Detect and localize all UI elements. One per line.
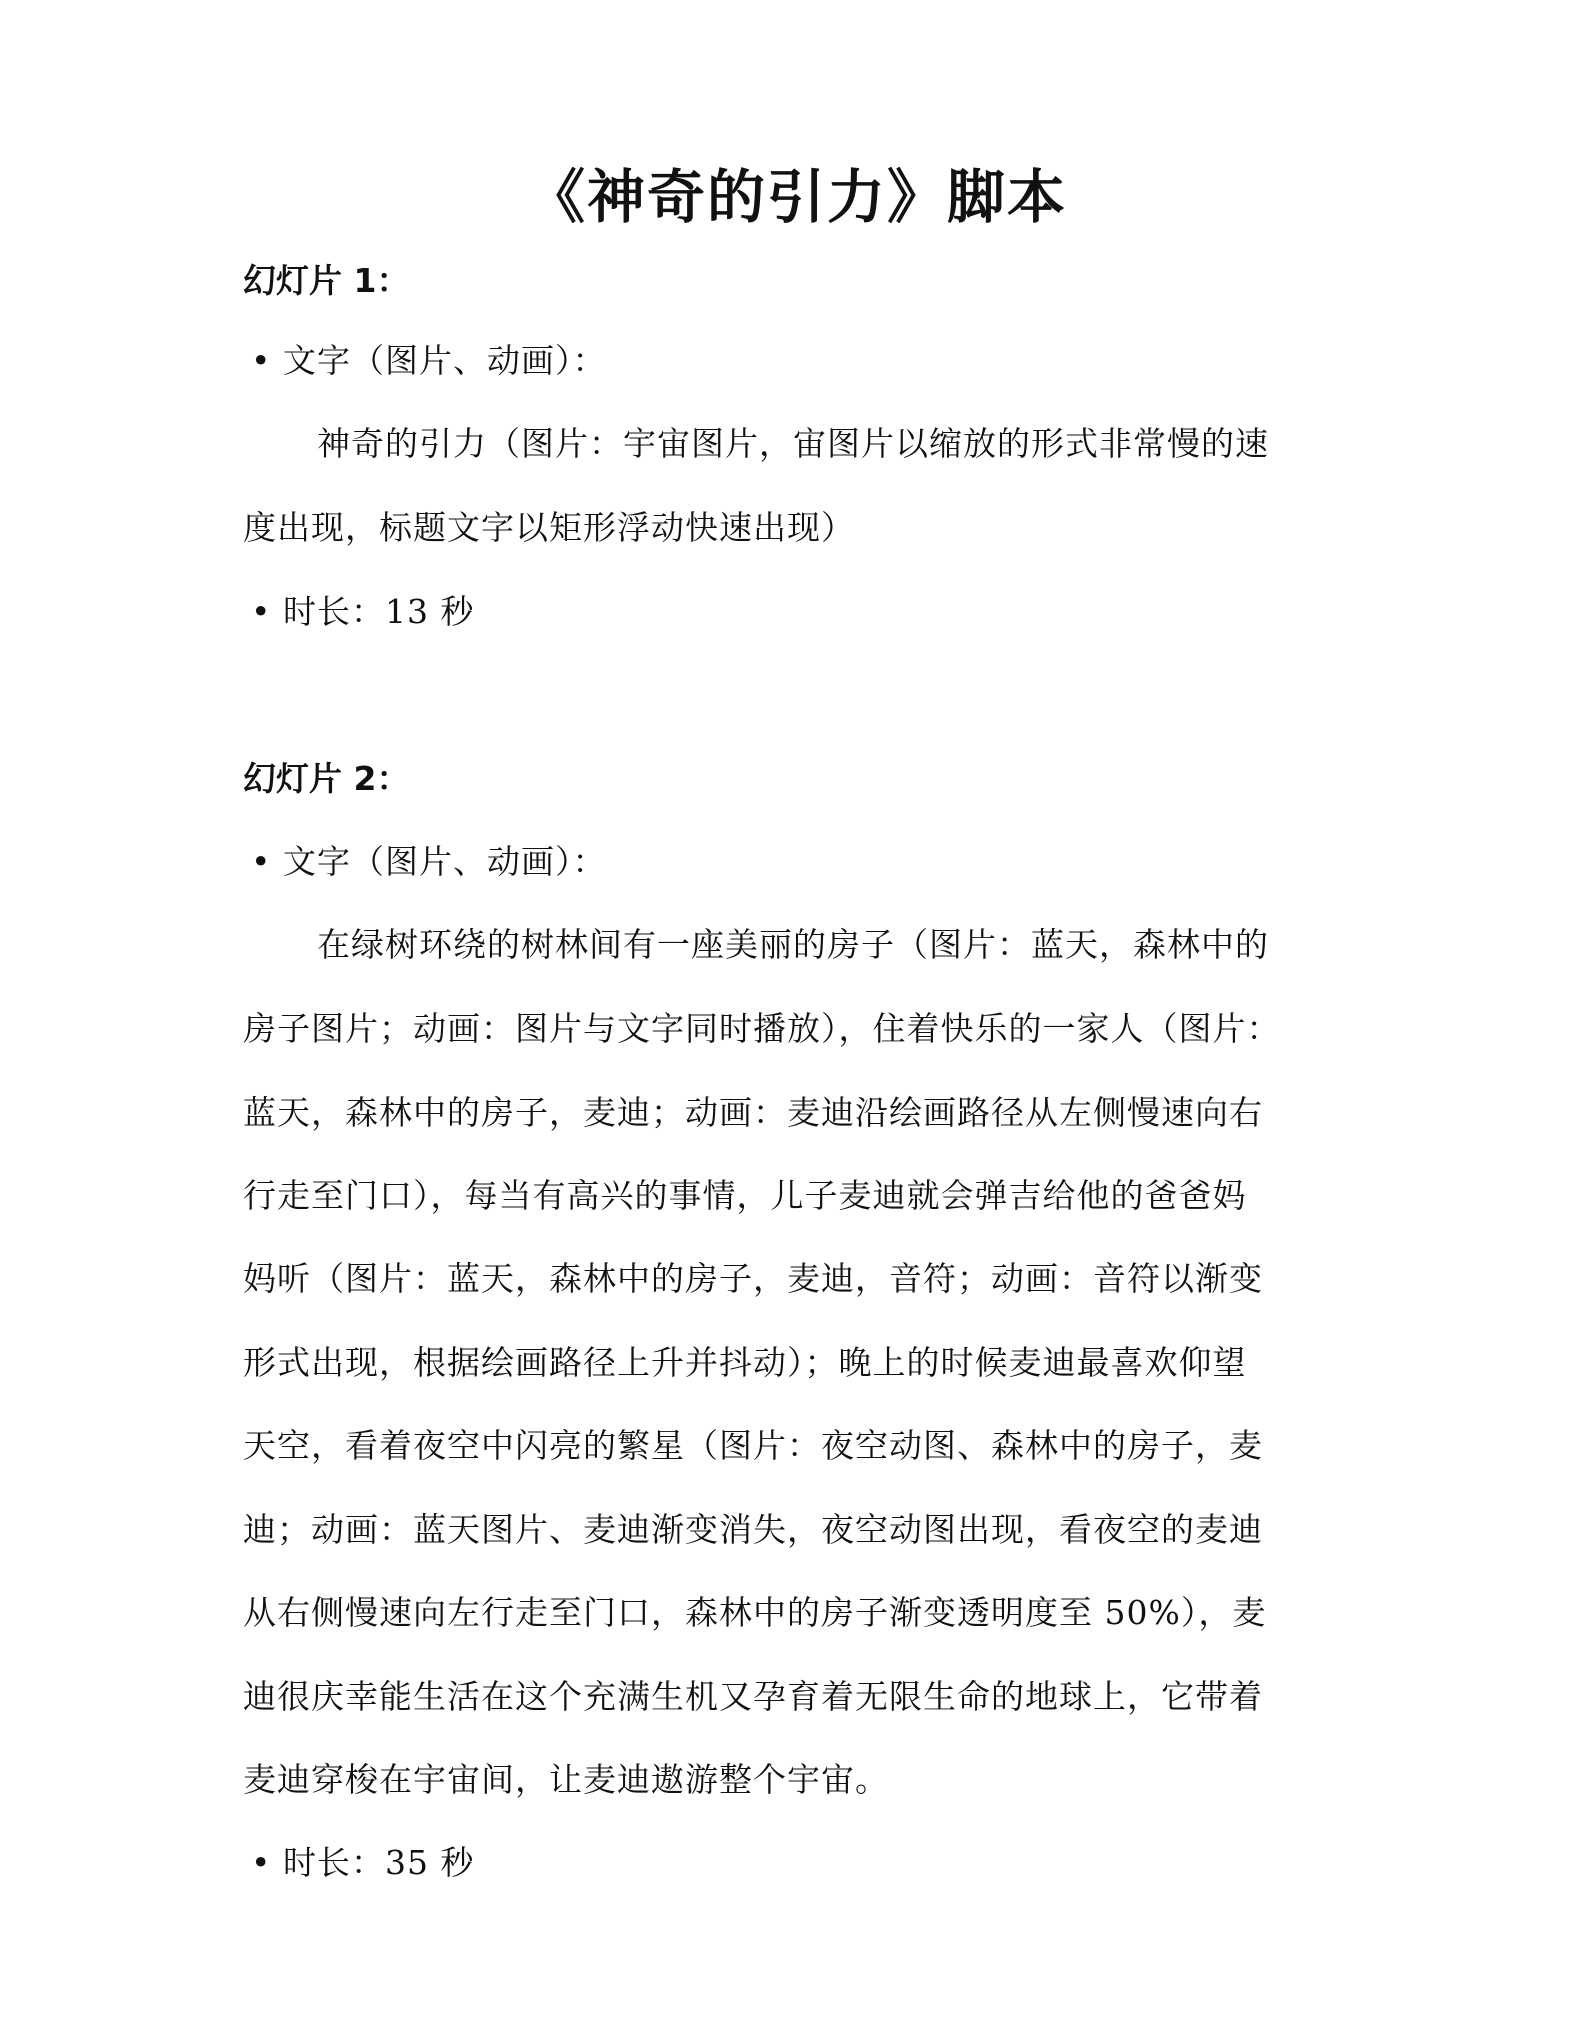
slide1-paragraph-line: 神奇的引力（图片：宇宙图片，宙图片以缩放的形式非常慢的速 xyxy=(317,424,1269,463)
slide1-duration: • 时长：13 秒 xyxy=(251,592,475,631)
slide2-paragraph-line: 房子图片；动画：图片与文字同时播放），住着快乐的一家人（图片： xyxy=(243,1009,1281,1048)
slide1-heading: 幻灯片 1： xyxy=(243,261,410,300)
slide2-paragraph-line: 在绿树环绕的树林间有一座美丽的房子（图片：蓝天，森林中的 xyxy=(317,925,1269,964)
page-title: 《神奇的引力》脚本 xyxy=(526,163,1067,231)
slide2-paragraph-line: 从右侧慢速向左行走至门口，森林中的房子渐变透明度至 50%），麦 xyxy=(243,1593,1267,1632)
slide2-text-label: • 文字（图片、动画）： xyxy=(251,842,607,881)
slide2-paragraph-line: 天空，看着夜空中闪亮的繁星（图片：夜空动图、森林中的房子，麦 xyxy=(243,1426,1263,1465)
slide1-paragraph-line: 度出现，标题文字以矩形浮动快速出现） xyxy=(243,508,855,547)
slide2-heading: 幻灯片 2： xyxy=(243,759,410,798)
slide2-paragraph-line: 迪；动画：蓝天图片、麦迪渐变消失，夜空动图出现，看夜空的麦迪 xyxy=(243,1510,1263,1549)
slide1-text-label: • 文字（图片、动画）： xyxy=(251,341,607,380)
slide2-paragraph-line: 迪很庆幸能生活在这个充满生机又孕育着无限生命的地球上，它带着 xyxy=(243,1677,1263,1716)
slide2-duration: • 时长：35 秒 xyxy=(251,1843,475,1882)
slide2-paragraph-line: 行走至门口），每当有高兴的事情，儿子麦迪就会弹吉给他的爸爸妈 xyxy=(243,1176,1247,1215)
slide2-paragraph-line: 妈听（图片：蓝天，森林中的房子，麦迪，音符；动画：音符以渐变 xyxy=(243,1259,1263,1298)
slide2-paragraph-line: 形式出现，根据绘画路径上升并抖动）；晚上的时候麦迪最喜欢仰望 xyxy=(243,1343,1247,1382)
slide2-paragraph-line: 麦迪穿梭在宇宙间，让麦迪遨游整个宇宙。 xyxy=(243,1760,889,1799)
slide2-paragraph-line: 蓝天，森林中的房子，麦迪；动画：麦迪沿绘画路径从左侧慢速向右 xyxy=(243,1093,1263,1132)
